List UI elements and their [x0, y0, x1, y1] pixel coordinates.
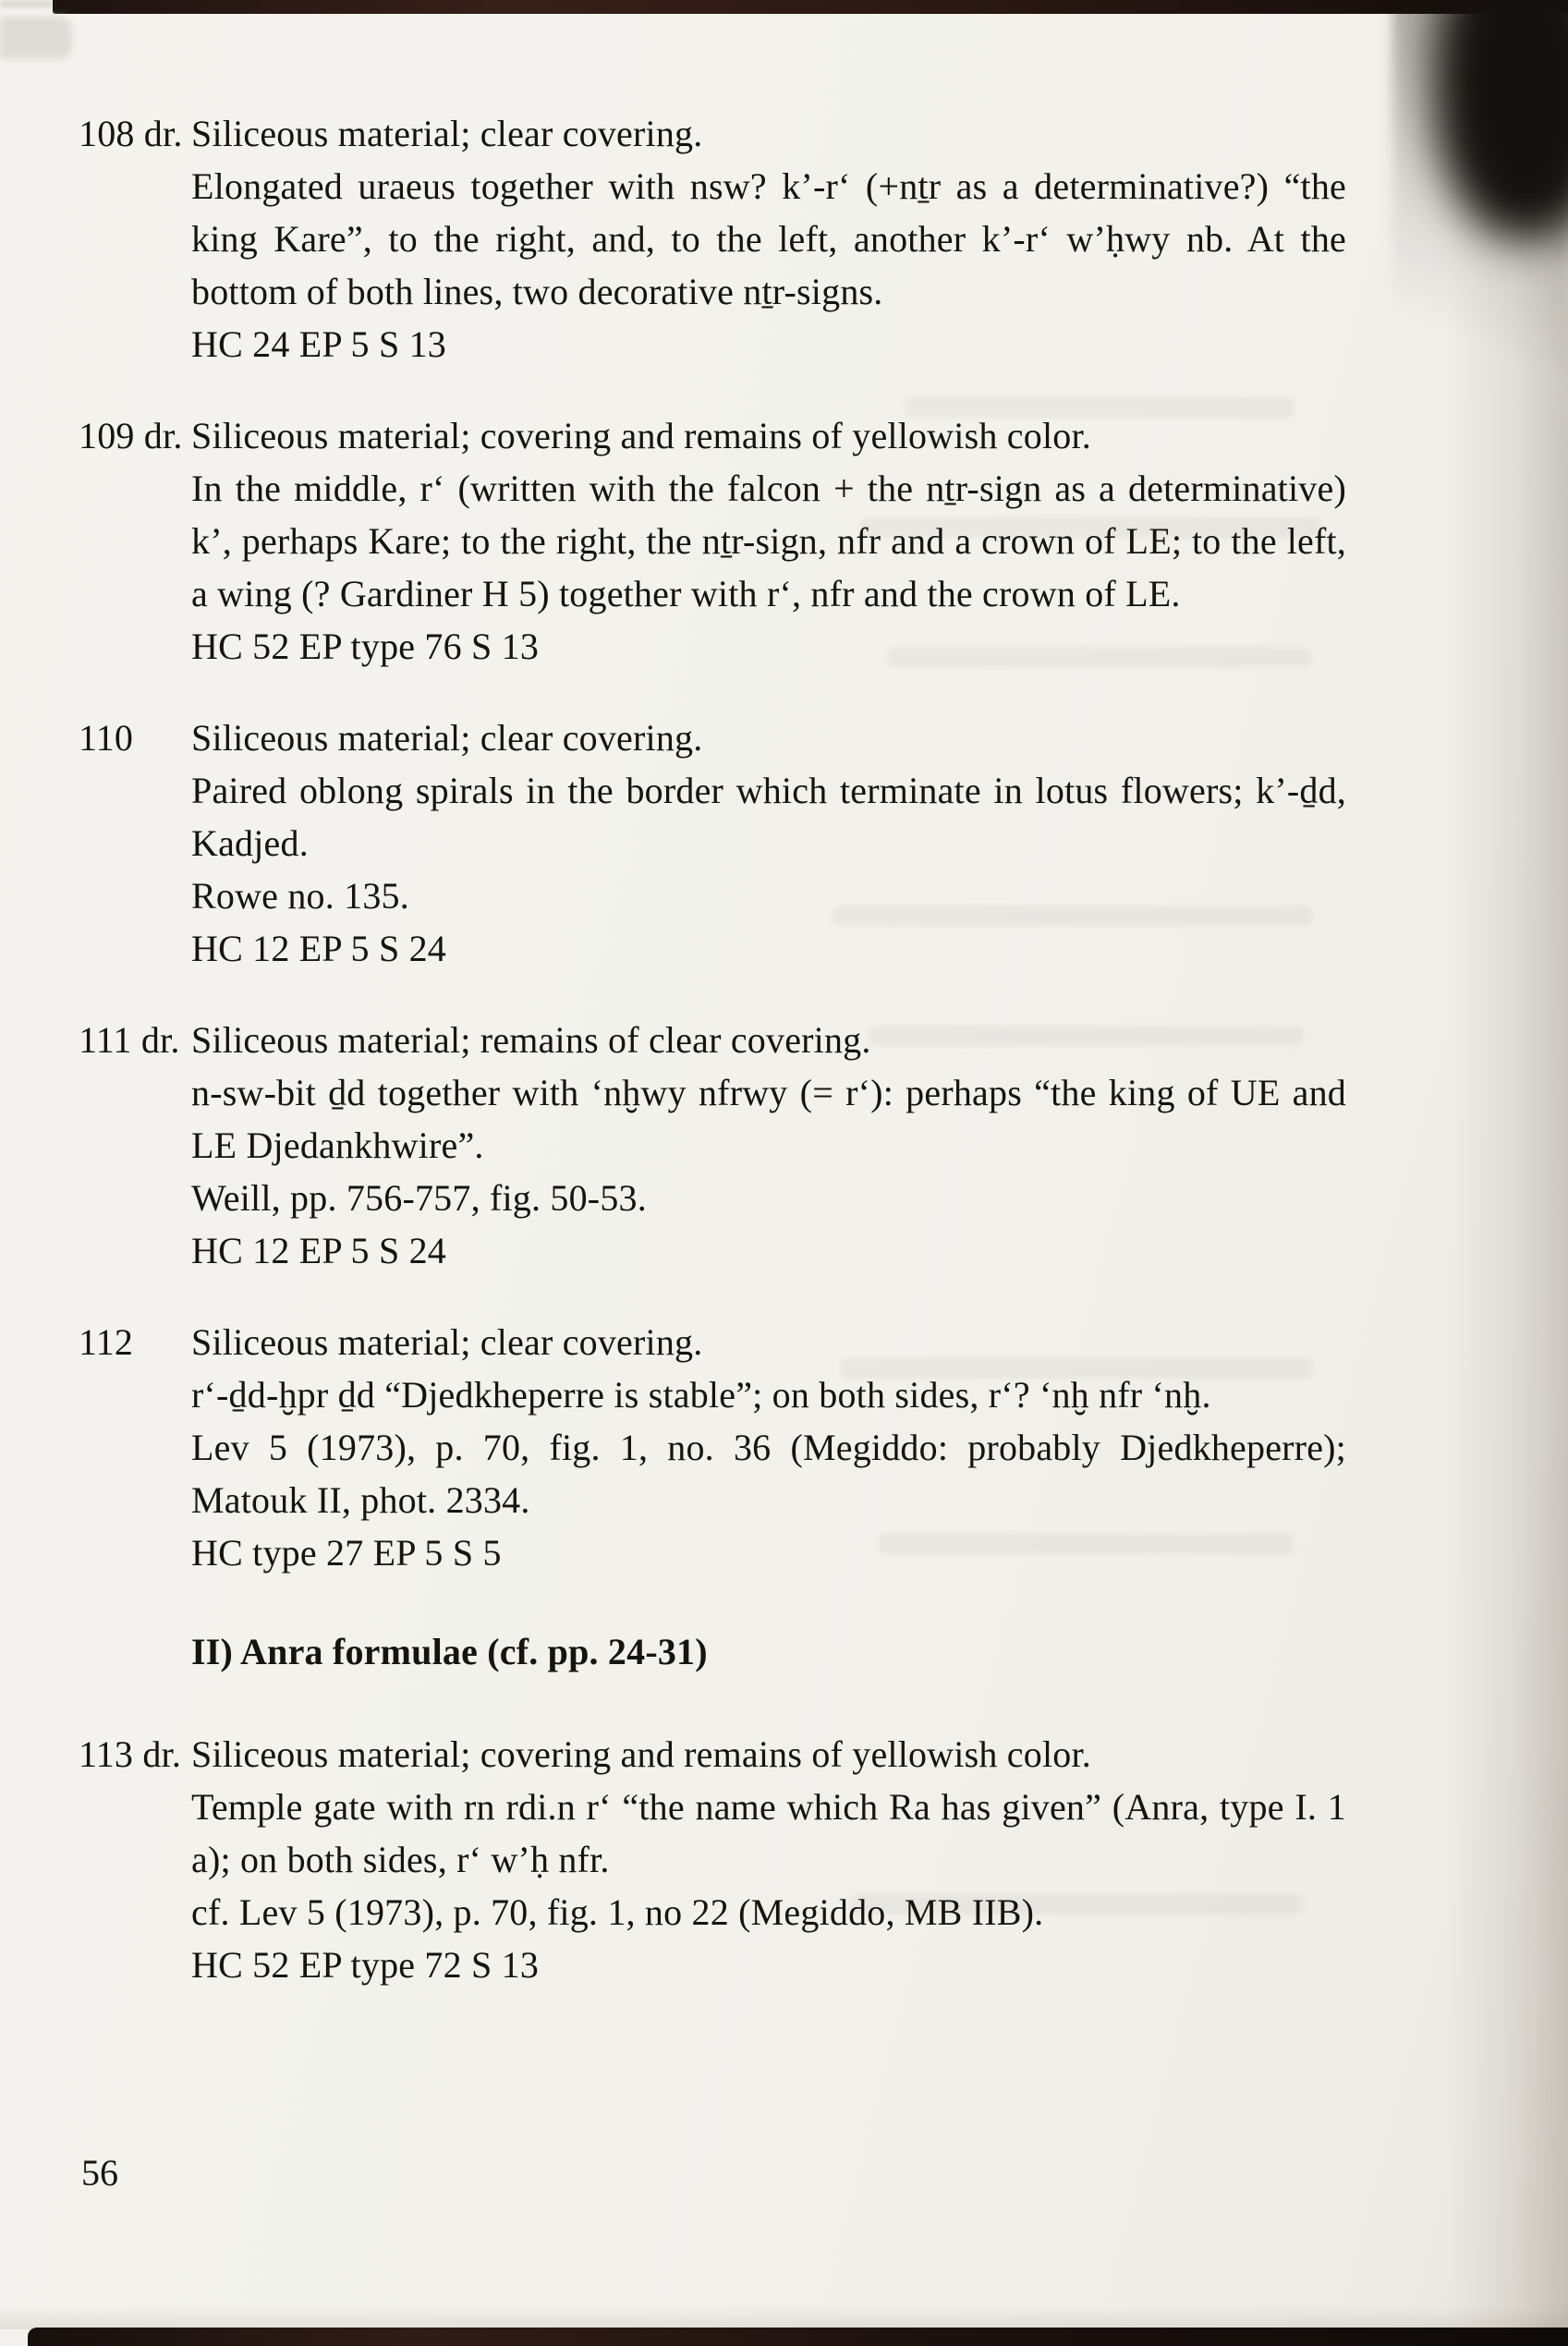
catalog-entry-112 — [79, 1316, 1346, 1579]
entry-reference: cf. Lev 5 (1973), p. 70, fig. 1, no 22 (Megiddo, MB IIB). — [191, 1891, 1044, 1933]
entry-reference: Weill, pp. 756-757, fig. 50-53. — [191, 1177, 647, 1219]
catalog-entry-113 — [79, 1728, 1346, 1991]
catalog-entry-110 — [79, 711, 1346, 975]
entry-description: r‘-ḏd-ḫpr ḏd “Djedkheperre is stable”; on both sides, r‘? ‘nḫ nfr ‘nḫ. — [191, 1374, 1211, 1416]
entry-number: 108 dr. — [79, 113, 183, 154]
entry-description: n-sw-bit ḏd together with ‘nḫwy nfrwy (= r‘): perhaps “the king of UE and LE Djedankhwire”. — [191, 1072, 1346, 1166]
entry-body — [191, 409, 1346, 673]
material-line: Siliceous material; covering and remains of yellowish color. — [191, 415, 1091, 456]
entry-number: 110 — [79, 717, 134, 759]
page-number: 56 — [81, 2152, 118, 2194]
entry-description: In the middle, r‘ (written with the falcon + the nṯr-sign as a determinative) k’, perhaps Kare; to the right, the nṯr-sign, nfr and a crown of LE; to the left, a wing (? Gardiner H 5) together with r‘, nfr and the crown of LE. — [191, 468, 1346, 614]
section-heading: II) Anra formulae (cf. pp. 24-31) — [191, 1631, 708, 1672]
entry-number: 113 dr. — [79, 1733, 182, 1775]
entry-code: HC 12 EP 5 S 24 — [191, 928, 447, 969]
scan-edge-top-left — [0, 0, 53, 7]
catalog-entry-109 — [79, 409, 1346, 673]
material-line: Siliceous material; clear covering. — [191, 113, 703, 154]
entry-code: HC 52 EP type 72 S 13 — [191, 1944, 540, 1986]
catalog-entry-108 — [79, 107, 1346, 371]
scan-smudge-top-left — [0, 17, 72, 59]
entry-description: Temple gate with rn rdi.n r‘ “the name which Ra has given” (Anra, type I. 1 a); on both sides, r‘ w’ḥ nfr. — [191, 1786, 1346, 1880]
entry-reference: Lev 5 (1973), p. 70, fig. 1, no. 36 (Megiddo: probably Djedkheperre); Matouk II, phot. 2334. — [191, 1427, 1346, 1521]
entry-description: Paired oblong spirals in the border which terminate in lotus flowers; k’-ḏd, Kadjed. — [191, 770, 1346, 864]
scan-edge-top — [53, 0, 1568, 14]
entry-number: 109 dr. — [79, 415, 183, 456]
entry-body — [191, 1728, 1346, 1991]
catalog-entry-111 — [79, 1014, 1346, 1277]
material-line: Siliceous material; clear covering. — [191, 1321, 703, 1363]
entry-description: Elongated uraeus together with nsw? k’-r‘ (+nṯr as a determinative?) “the king Kare”, to the right, and, to the left, another k’-r‘ w’ḥwy nb. At the bottom of both lines, two decorative nṯr-signs. — [191, 165, 1346, 312]
entry-code: HC 12 EP 5 S 24 — [191, 1230, 447, 1271]
entry-code: HC 52 EP type 76 S 13 — [191, 626, 540, 667]
entry-body — [191, 711, 1346, 975]
entry-number: 111 dr. — [79, 1019, 180, 1061]
page-content — [79, 107, 1346, 2030]
entry-body — [191, 107, 1346, 371]
entry-body — [191, 1014, 1346, 1277]
entry-code: HC type 27 EP 5 S 5 — [191, 1532, 502, 1574]
material-line: Siliceous material; remains of clear covering. — [191, 1019, 871, 1061]
entry-code: HC 24 EP 5 S 13 — [191, 323, 447, 365]
entry-number: 112 — [79, 1321, 134, 1363]
entry-reference: Rowe no. 135. — [191, 875, 409, 917]
material-line: Siliceous material; covering and remains of yellowish color. — [191, 1733, 1091, 1775]
entry-body — [191, 1316, 1346, 1579]
scan-edge-bottom — [28, 2328, 1568, 2346]
scan-bottom-fade — [0, 2305, 1568, 2329]
material-line: Siliceous material; clear covering. — [191, 717, 703, 759]
